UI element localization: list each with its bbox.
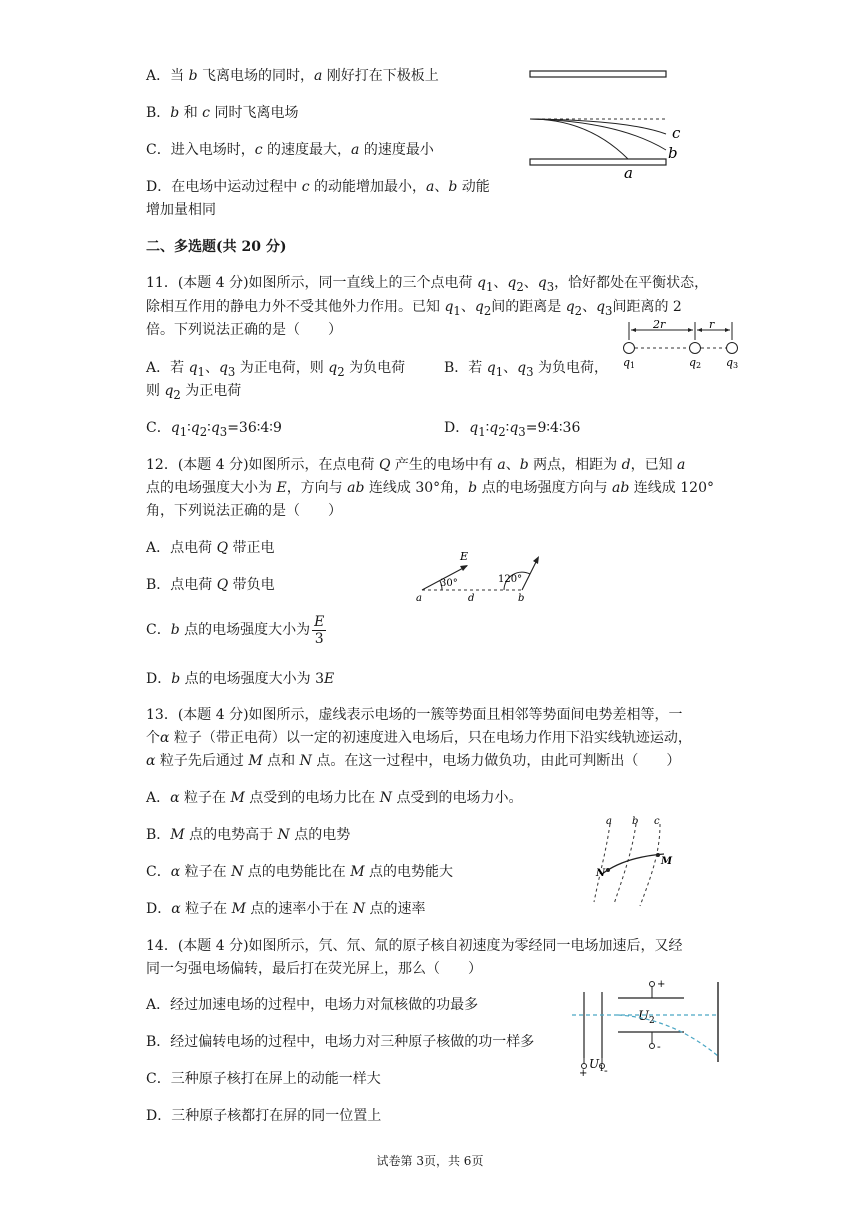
charge-q2	[690, 343, 701, 354]
q12-option-c: C．b 点的电场强度大小为 $\frac{E}{3}$	[146, 613, 325, 647]
charge-q1	[624, 343, 635, 354]
q14-option-a: A．经过加速电场的过程中，电场力对氚核做的功最多	[146, 997, 479, 1013]
q13-stem-line3: α 粒子先后通过 M 点和 N 点。在这一过程中，电场力做负功，由此可判断出（ ）	[146, 753, 681, 769]
svg-text:b: b	[518, 593, 525, 604]
q14-stem-line2: 同一匀强电场偏转，最后打在荧光屏上，那么（ ）	[146, 961, 482, 977]
svg-text:+: +	[579, 1068, 588, 1076]
q10-option-b: B．b 和 c 同时飞离电场	[146, 105, 299, 121]
q11-option-b: B．若 $q_1$、$q_3$ 为负电荷，	[444, 360, 608, 379]
field-vector-b	[522, 558, 538, 590]
q11-option-c: C．$q_1∶q_2∶q_3=36∶4∶9$	[146, 420, 282, 439]
svg-text:b: b	[632, 816, 639, 827]
svg-text:U1: $U_1$	[589, 1057, 605, 1073]
trajectory-a	[530, 119, 628, 159]
svg-text:E: E	[460, 550, 469, 563]
svg-text:120°: 120°	[498, 574, 523, 585]
svg-text:N: N	[596, 868, 606, 879]
page-footer: 试卷第 3页，共 6页	[376, 1154, 484, 1168]
equipotential-b	[614, 824, 636, 904]
q11-option-d: D．$q_1∶q_2∶q_3=9∶4∶36$	[444, 420, 581, 439]
q11-option-a: A．若 $q_1$、$q_3$ 为正电荷，则 $q_2$ 为负电荷	[146, 360, 406, 379]
q12-field-figure	[410, 548, 550, 604]
charge-q3	[727, 343, 738, 354]
fraction-e-over-3: $\frac{E}{3}$	[314, 613, 325, 647]
equipotential-c	[640, 824, 660, 906]
section-heading: 二、多选题(共 20 分)	[146, 239, 287, 255]
q12-stem-line2: 点的电场强度大小为 E，方向与 ab 连线成 30°角，b 点的电场强度方向与 ab 连线成 120°	[146, 480, 714, 496]
q11-option-b-cont: 则 $q_2$ 为正电荷	[146, 383, 242, 402]
q10-option-a: A．当 b 飞离电场的同时，a 刚好打在下极板上	[146, 68, 439, 84]
svg-text:a: a	[416, 593, 422, 604]
q10-option-d-cont: 增加量相同	[146, 202, 216, 218]
q11-charges-figure	[615, 318, 755, 372]
lower-plate	[530, 159, 666, 165]
equipotential-a	[594, 824, 610, 902]
svg-text:q1: q1	[623, 356, 636, 370]
label-c: c	[672, 124, 681, 142]
q12-option-a: A．点电荷 Q 带正电	[146, 540, 275, 556]
trajectory-b	[530, 119, 666, 150]
q12-stem-line3: 角，下列说法正确的是（ ）	[146, 503, 342, 519]
svg-text:M: M	[661, 856, 673, 867]
q14-stem-line1: 14．(本题 4 分)如图所示，氕、氘、氚的原子核自初速度为零经同一电场加速后，又经	[146, 938, 683, 954]
svg-text:c: c	[654, 816, 660, 827]
point-N	[606, 868, 610, 872]
svg-text:+: +	[657, 979, 666, 990]
svg-text:2r: 2r	[653, 318, 666, 331]
svg-text:-: -	[657, 1040, 661, 1053]
q14-accelerator-figure	[572, 978, 728, 1076]
q14-option-d: D．三种原子核都打在屏的同一位置上	[146, 1108, 382, 1124]
q11-stem-line2: 除相互作用的静电力外不受其他外力作用。已知 $q_1$、$q_2$间的距离是 $q_2$、$q_3$间距离的 2	[146, 299, 682, 318]
svg-text:q2: q2	[689, 356, 702, 370]
q10-deflection-figure	[528, 68, 688, 182]
q13-option-c: C．α 粒子在 N 点的电势能比在 M 点的电势能大	[146, 864, 454, 880]
q13-option-a: A．α 粒子在 M 点受到的电场力比在 N 点受到的电场力小。	[146, 790, 523, 806]
q13-option-b: B．M 点的电势高于 N 点的电势	[146, 827, 351, 843]
q13-equipotential-figure	[588, 812, 688, 908]
trajectory-c	[530, 119, 666, 134]
q13-stem-line2: 个α 粒子（带正电荷）以一定的初速度进入电场后，只在电场力作用下沿实线轨迹运动，	[146, 730, 692, 746]
upper-plate	[530, 71, 666, 77]
svg-text:a: a	[606, 816, 612, 827]
particle-trajectory	[602, 854, 664, 874]
svg-text:30°: 30°	[440, 578, 458, 589]
deflected-trajectory	[618, 1015, 718, 1056]
q13-option-d: D．α 粒子在 M 点的速率小于在 N 点的速率	[146, 901, 426, 917]
q12-option-b: B．点电荷 Q 带负电	[146, 577, 275, 593]
q14-option-b: B．经过偏转电场的过程中，电场力对三种原子核做的功一样多	[146, 1034, 535, 1050]
q13-stem-line1: 13．(本题 4 分)如图所示，虚线表示电场的一簇等势面且相邻等势面间电势差相等，一	[146, 707, 683, 723]
q12-stem-line1: 12．(本题 4 分)如图所示，在点电荷 Q 产生的电场中有 a、b 两点，相距为 d，已知 a	[146, 457, 686, 473]
q12-option-d: D．b 点的电场强度大小为 3E	[146, 671, 335, 687]
svg-text:-: -	[604, 1064, 608, 1076]
q14-option-c: C．三种原子核打在屏上的动能一样大	[146, 1071, 381, 1087]
q10-option-c: C．进入电场时，c 的速度最大，a 的速度最小	[146, 142, 434, 158]
q11-stem-line1: 11．(本题 4 分)如图所示，同一直线上的三个点电荷 $q_1$、$q_2$、$q_3$，恰好都处在平衡状态，	[146, 275, 709, 294]
point-M	[656, 853, 660, 857]
svg-text:r: r	[709, 318, 715, 331]
svg-text:U2: $U_2$	[638, 1009, 655, 1026]
label-a: a	[624, 164, 633, 182]
label-b: b	[668, 144, 678, 162]
q10-option-d: D．在电场中运动过程中 c 的动能增加最小，a、b 动能	[146, 179, 490, 195]
q11-stem-line3: 倍。下列说法正确的是（ ）	[146, 322, 342, 338]
svg-text:d: d	[468, 593, 475, 604]
svg-text:q3: q3	[726, 356, 739, 370]
